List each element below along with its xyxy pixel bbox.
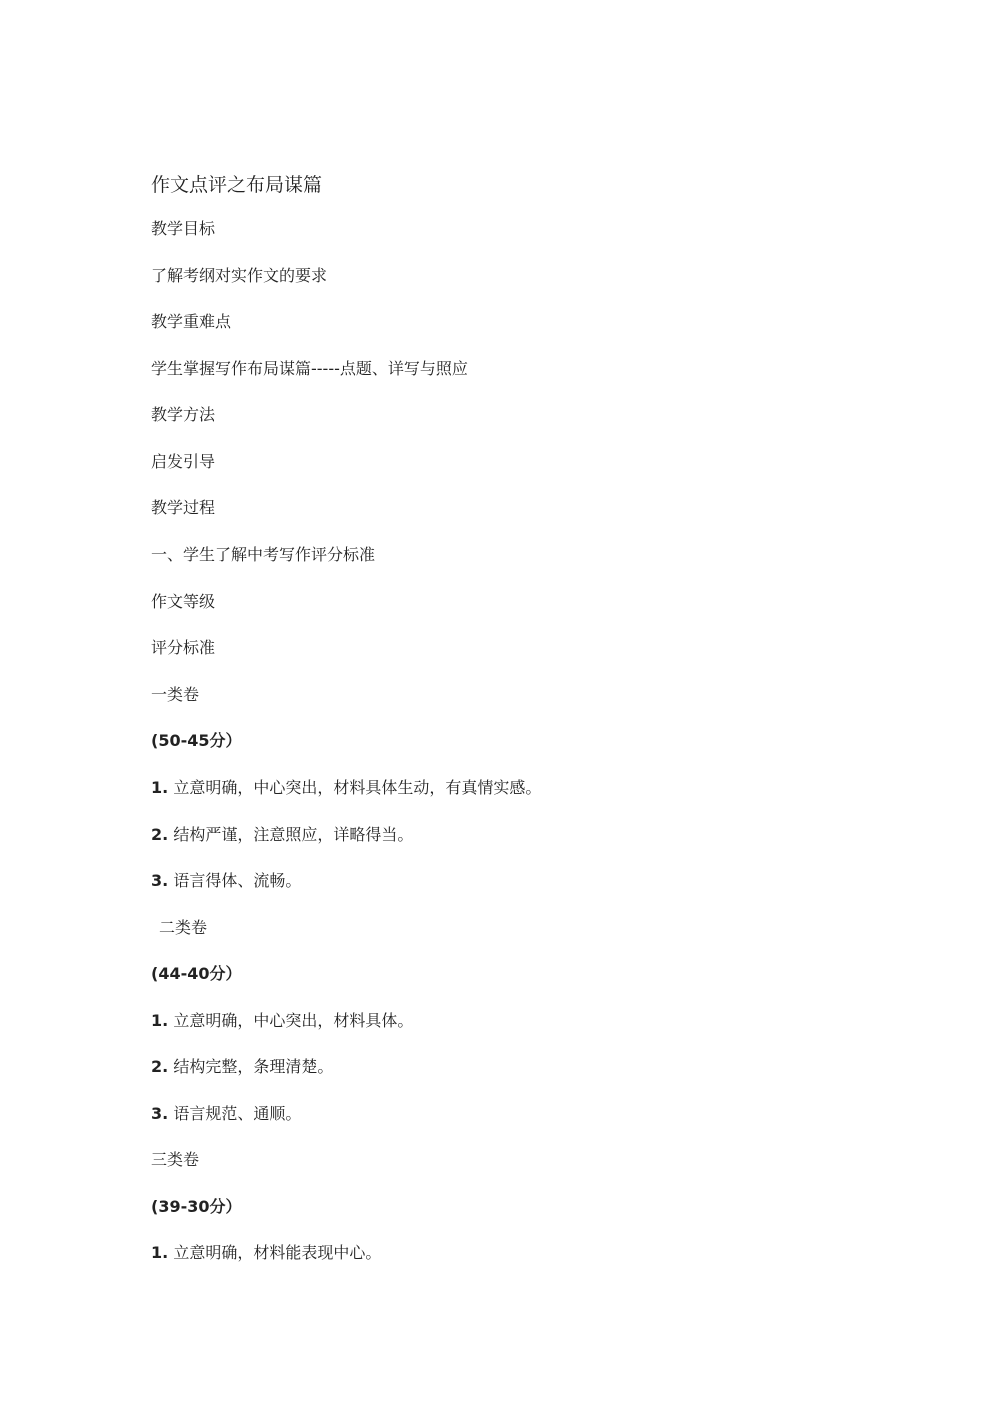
grade2-item [151, 1103, 301, 1125]
item-number: 3. [151, 871, 169, 890]
grade1-item [151, 870, 301, 892]
grade1-item [151, 824, 413, 846]
item-number: 3. [151, 1104, 169, 1123]
item-number: 2. [151, 1057, 169, 1076]
grade1-label: 一类卷 [151, 685, 200, 704]
section-one-heading: 一、学生了解中考写作评分标准 [151, 545, 376, 564]
grade3-score: (39-30分） [151, 1197, 242, 1216]
label-essay-grade: 作文等级 [151, 592, 216, 611]
grade1-score: (50-45分） [151, 731, 242, 750]
grade3-label: 三类卷 [151, 1150, 200, 1169]
item-text: 立意明确，中心突出，材料具体。 [173, 1011, 414, 1030]
text-key-points: 学生掌握写作布局谋篇-----点题、详写与照应 [151, 359, 468, 378]
item-text: 立意明确，材料能表现中心。 [173, 1243, 382, 1262]
heading-teaching-process: 教学过程 [151, 498, 216, 517]
label-scoring-standard: 评分标准 [151, 638, 216, 657]
text-goal: 了解考纲对实作文的要求 [151, 266, 328, 285]
grade2-score: (44-40分） [151, 964, 242, 983]
grade1-item [151, 777, 541, 799]
grade2-label: 二类卷 [159, 918, 208, 937]
item-number: 1. [151, 1243, 169, 1262]
item-text: 结构完整，条理清楚。 [173, 1057, 334, 1076]
text-teaching-method: 启发引导 [151, 452, 216, 471]
heading-teaching-method: 教学方法 [151, 405, 216, 424]
grade2-item [151, 1010, 413, 1032]
heading-key-points: 教学重难点 [151, 312, 232, 331]
document-title: 作文点评之布局谋篇 [151, 174, 323, 196]
item-number: 1. [151, 1011, 169, 1030]
item-text: 结构严谨，注意照应，详略得当。 [173, 825, 414, 844]
grade3-item [151, 1242, 381, 1264]
item-number: 1. [151, 778, 169, 797]
item-number: 2. [151, 825, 169, 844]
grade2-item [151, 1056, 333, 1078]
item-text: 立意明确，中心突出，材料具体生动，有真情实感。 [173, 778, 542, 797]
heading-teaching-goals: 教学目标 [151, 219, 216, 238]
item-text: 语言得体、流畅。 [173, 871, 302, 890]
item-text: 语言规范、通顺。 [173, 1104, 302, 1123]
